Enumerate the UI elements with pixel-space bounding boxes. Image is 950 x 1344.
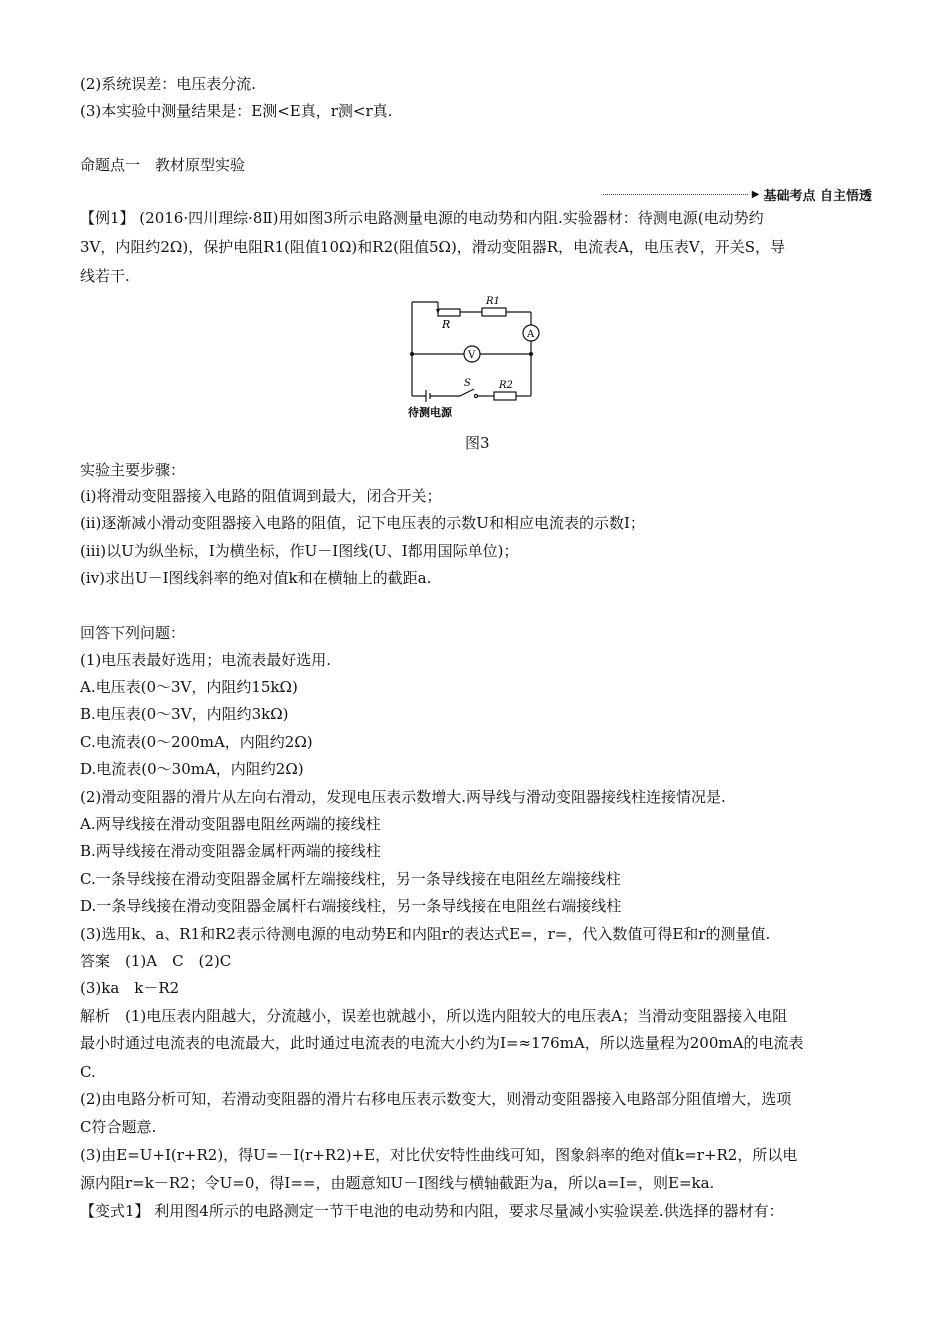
analysis-line: 解析 (1)电压表内阻越大，分流越小，误差也就越小，所以选内阻较大的电压表A；当滑动变阻器接入电阻 (80, 1007, 788, 1025)
question-item: (1)电压表最好选用；电流表最好选用. (80, 651, 332, 669)
option-item: B.电压表(0～3V，内阻约3kΩ) (80, 705, 289, 723)
step-item: (ⅲ)以U为纵坐标，I为横坐标，作U－I图线(U、I都用国际单位)； (80, 542, 519, 560)
arrow-icon: ▶ (751, 189, 760, 200)
option-item: B.两导线接在滑动变阻器金属杆两端的接线柱 (80, 842, 381, 860)
text-line: (2)系统误差：电压表分流. (80, 75, 257, 93)
step-item: (ⅳ)求出U－I图线斜率的绝对值k和在横轴上的截距a. (80, 569, 432, 587)
question-item: (3)选用k、a、R1和R2表示待测电源的电动势E和内阻r的表达式E=，r=，代入数值可得E和r的测量值. (80, 925, 771, 943)
option-item: C.一条导线接在滑动变阻器金属杆左端接线柱，另一条导线接在电阻丝左端接线柱 (80, 870, 621, 888)
analysis-line: (3)由E=U+I(r+R2)，得U=－I(r+R2)+E，对比伏安特性曲线可知，图象斜率的绝对值k=r+R2，所以电 (80, 1146, 798, 1164)
question-item: (2)滑动变阻器的滑片从左向右滑动，发现电压表示数增大.两导线与滑动变阻器接线柱连接情况是. (80, 788, 726, 806)
label-R2: R2 (499, 380, 513, 391)
circuit-diagram (400, 292, 560, 422)
example-text: 【例1】 (2016·四川理综·8Ⅱ)用如图3所示电路测量电源的电动势和内阻.实验器材：待测电源(电动势约 (80, 209, 764, 227)
section-banner (603, 185, 872, 204)
analysis-line: (2)由电路分析可知，若滑动变阻器的滑片右移电压表示数变大，则滑动变阻器接入电路部分阻值增大，选项 (80, 1090, 792, 1108)
option-item: A.电压表(0～3V，内阻约15kΩ) (80, 678, 298, 696)
option-item: C.电流表(0～200mA，内阻约2Ω) (80, 733, 313, 751)
variant-text: 【变式1】 利用图4所示的电路测定一节干电池的电动势和内阻，要求尽量减小实验误差.供选择的器材有： (80, 1202, 784, 1220)
banner-text: 基础考点 自主悟透 (763, 189, 872, 204)
step-item: (ⅱ)逐渐减小滑动变阻器接入电路的阻值，记下电压表的示数U和相应电流表的示数I； (80, 514, 645, 532)
label-source: 待测电源 (408, 406, 452, 419)
label-V: V (468, 350, 476, 361)
analysis-line: 源内阻r=k－R2；令U=0，得I==，由题意知U－I图线与横轴截距为a，所以a=I=，则E=ka. (80, 1174, 715, 1192)
label-A: A (527, 329, 535, 340)
figure-caption: 图3 (465, 434, 490, 452)
analysis-line: 最小时通过电流表的电流最大，此时通过电流表的电流大小约为I=≈176mA，所以选量程为200mA的电流表 (80, 1034, 804, 1052)
example-text: 3V，内阻约2Ω)，保护电阻R1(阻值10Ω)和R2(阻值5Ω)，滑动变阻器R，电流表A，电压表V，开关S，导 (80, 238, 786, 256)
step-item: (ⅰ)将滑动变阻器接入电路的阻值调到最大，闭合开关； (80, 487, 442, 505)
option-item: D.电流表(0～30mA，内阻约2Ω) (80, 760, 304, 778)
label-R1: R1 (486, 296, 500, 307)
label-S: S (464, 378, 471, 389)
option-item: A.两导线接在滑动变阻器电阻丝两端的接线柱 (80, 815, 381, 833)
analysis-line: C. (80, 1063, 96, 1081)
question-title: 回答下列问题： (80, 624, 186, 642)
option-item: D.一条导线接在滑动变阻器金属杆右端接线柱，另一条导线接在电阻丝右端接线柱 (80, 897, 622, 915)
text-line: (3)本实验中测量结果是：E测<E真，r测<r真. (80, 102, 393, 120)
section-heading: 命题点一 教材原型实验 (80, 156, 246, 174)
analysis-line: C符合题意. (80, 1118, 157, 1136)
steps-title: 实验主要步骤： (80, 461, 186, 479)
example-text: 线若干. (80, 267, 130, 285)
answer-line: 答案 (1)A C (2)C (80, 952, 232, 970)
dotted-line (603, 194, 748, 195)
answer-line: (3)ka k－R2 (80, 979, 180, 997)
label-R: R (442, 318, 451, 331)
